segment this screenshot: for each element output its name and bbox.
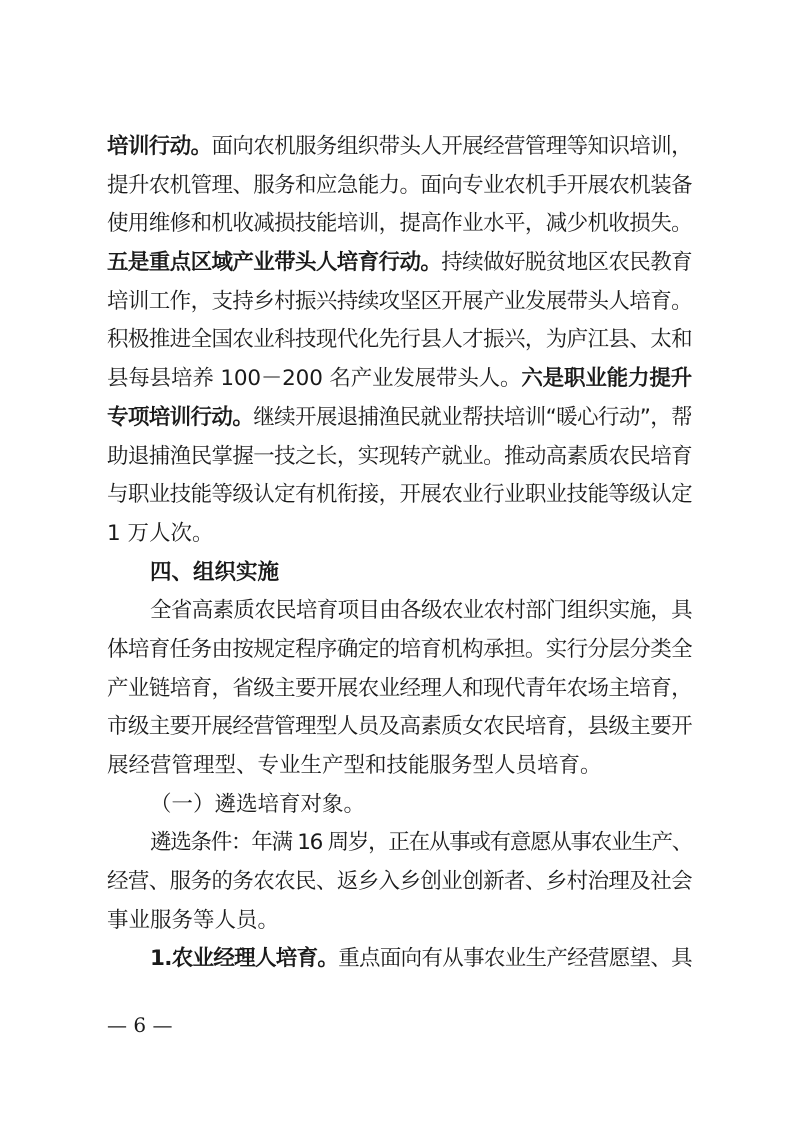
bold-text: 四、组织实施: [150, 559, 280, 585]
text-line: [107, 515, 692, 554]
text-segment: 经营、服务的务农农民、返乡入乡创业创新者、乡村治理及社会: [107, 869, 692, 895]
text-line: [107, 321, 692, 360]
text-segment: 继续开展退捕渔民就业帮扶培训“暖心行动”，帮: [253, 404, 692, 430]
text-segment: 事业服务等人员。: [107, 907, 280, 933]
text-line: [107, 399, 692, 438]
text-segment: 体培育任务由按规定程序确定的培育机构承担。实行分层分类全: [107, 636, 692, 662]
bold-text: 培训行动。: [107, 134, 212, 159]
text-segment: 遴选条件：年满 16 周岁，正在从事或有意愿从事农业生产、: [150, 830, 692, 856]
text-line: [107, 670, 692, 709]
text-line: [107, 360, 692, 399]
text-line: [107, 592, 692, 631]
text-line: [107, 747, 692, 786]
text-segment: 县每县培养 100－200 名产业发展带头人。: [107, 366, 522, 392]
text-segment: 持续做好脱贫地区农民教育: [441, 250, 692, 276]
text-segment: 市级主要开展经营管理型人员及高素质女农民培育，县级主要开: [107, 714, 692, 740]
text-line: [107, 863, 692, 902]
text-line: [107, 940, 692, 979]
text-segment: 提升农机管理、服务和应急能力。面向专业农机手开展农机装备: [107, 172, 692, 198]
text-line: [107, 902, 692, 941]
text-line: [107, 128, 692, 167]
text-segment: 全省高素质农民培育项目由各级农业农村部门组织实施，具: [150, 598, 692, 624]
text-line: [107, 283, 692, 322]
text-segment: 助退捕渔民掌握一技之长，实现转产就业。推动高素质农民培育: [107, 443, 692, 469]
text-segment: 1 万人次。: [107, 520, 214, 546]
text-segment: 积极推进全国农业科技现代化先行县人才振兴，为庐江县、太和: [107, 327, 692, 353]
text-line: [107, 786, 692, 825]
text-line: [107, 205, 692, 244]
text-segment: 面向农机服务组织带头人开展经营管理等知识培训，: [211, 134, 692, 159]
text-line: [107, 708, 692, 747]
text-line: [107, 244, 692, 283]
text-line: [107, 438, 692, 477]
text-segment: 重点面向有从事农业生产经营愿望、具: [338, 946, 692, 972]
text-line: [107, 824, 692, 863]
page-number: — 6 —: [107, 1013, 173, 1037]
body-text: [107, 128, 692, 979]
bold-text: 六是职业能力提升: [521, 366, 692, 392]
text-segment: 展经营管理型、专业生产型和技能服务型人员培育。: [107, 753, 602, 778]
text-line: [107, 554, 692, 593]
bold-text: 五是重点区域产业带头人培育行动。: [107, 250, 442, 276]
text-segment: 与职业技能等级认定有机衔接，开展农业行业职业技能等级认定: [107, 482, 692, 508]
text-segment: 使用维修和机收减损技能培训，提高作业水平，减少机收损失。: [107, 211, 692, 237]
text-segment: 产业链培育，省级主要开展农业经理人和现代青年农场主培育，: [107, 675, 692, 701]
bold-text: 专项培训行动。: [107, 404, 254, 430]
text-segment: 培训工作，支持乡村振兴持续攻坚区开展产业发展带头人培育。: [107, 288, 692, 314]
bold-text: 1.农业经理人培育。: [150, 946, 339, 972]
text-segment: （一）遴选培育对象。: [150, 791, 366, 817]
text-line: [107, 631, 692, 670]
text-line: [107, 167, 692, 206]
text-line: [107, 476, 692, 515]
